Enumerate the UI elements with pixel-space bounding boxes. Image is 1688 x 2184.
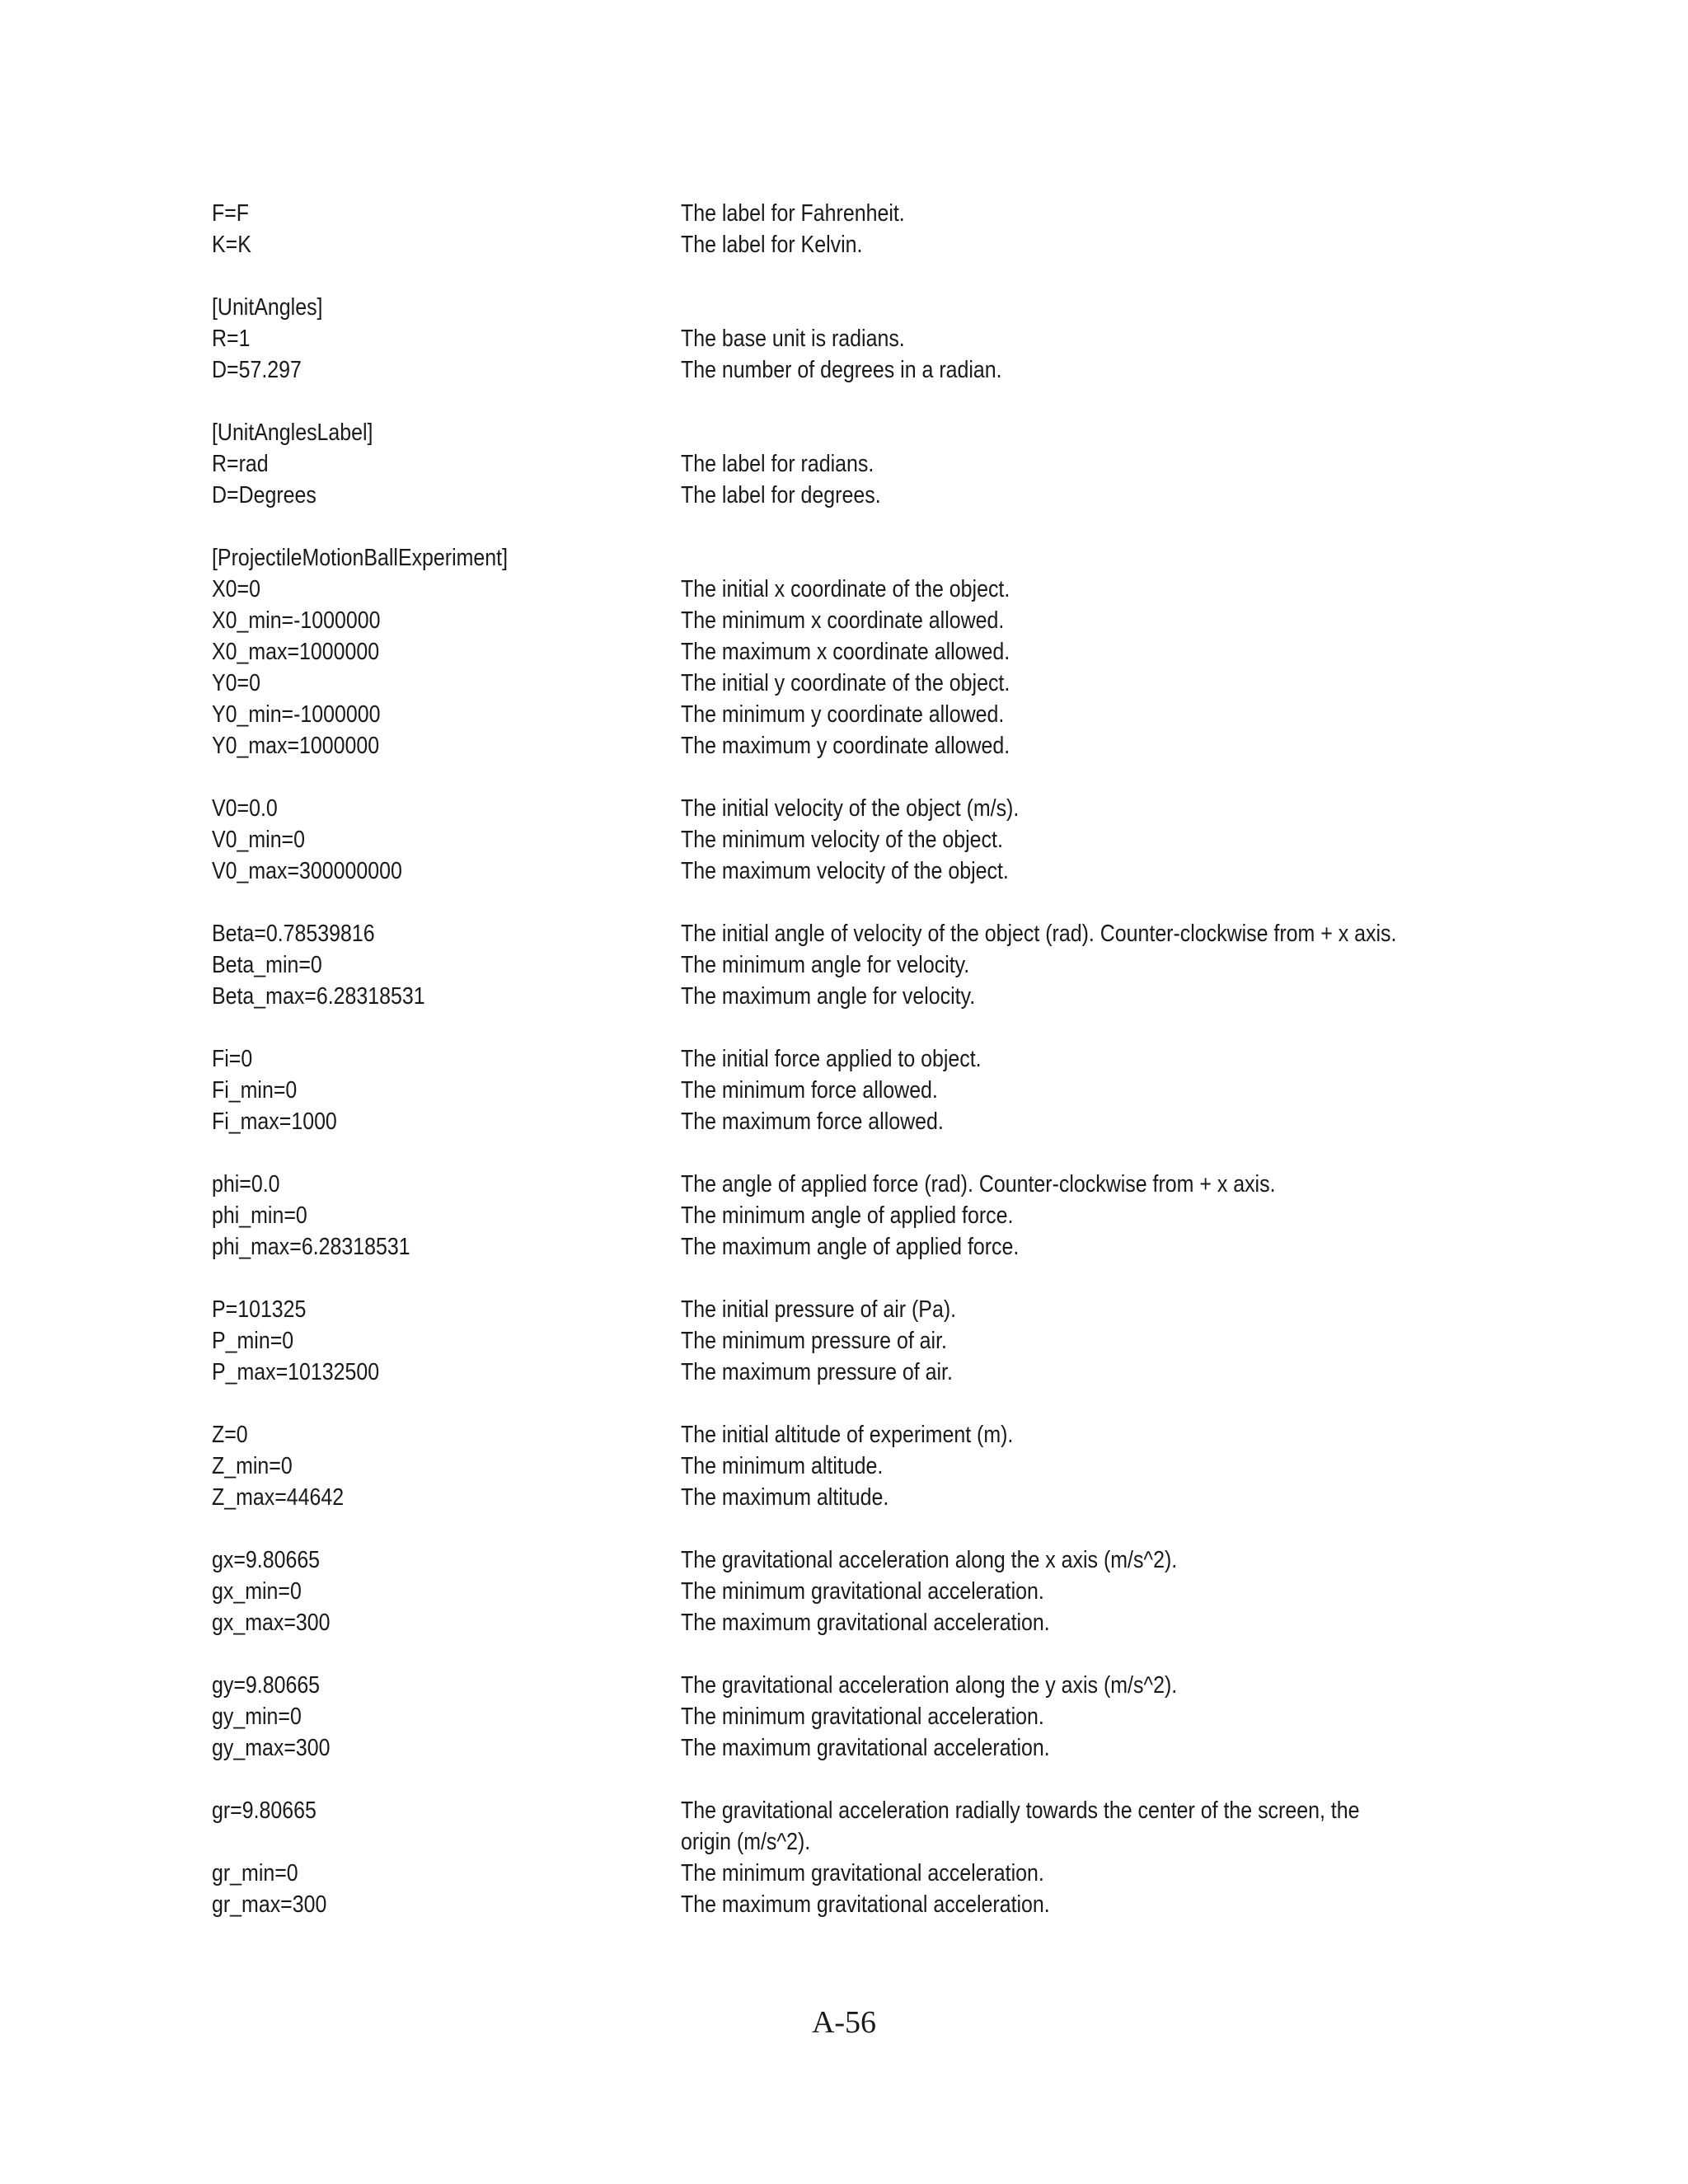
config-key: Fi=0 (212, 1046, 253, 1072)
config-key: gr_max=300 (212, 1891, 327, 1918)
config-description (681, 1451, 883, 1482)
config-key: gx_max=300 (212, 1610, 331, 1636)
description-line: The label for Kelvin. (681, 232, 863, 258)
config-description (681, 1701, 1044, 1732)
config-row (212, 1482, 1531, 1513)
config-row (212, 1889, 1531, 1920)
config-row (212, 574, 1531, 605)
blank-row (212, 1012, 1531, 1043)
config-row (212, 793, 1531, 824)
config-row (212, 636, 1531, 668)
config-row (212, 1732, 1531, 1764)
description-line: The gravitational acceleration along the y axis (m/s^2). (681, 1672, 1178, 1699)
description-line: The maximum gravitational acceleration. (681, 1735, 1050, 1761)
config-key: K=K (212, 232, 251, 258)
blank-row (212, 1764, 1531, 1795)
description-line: The initial x coordinate of the object. (681, 576, 1010, 602)
description-line: The maximum x coordinate allowed. (681, 639, 1010, 665)
description-line: The angle of applied force (rad). Counter-clockwise from + x axis. (681, 1171, 1276, 1197)
config-description (681, 1576, 1044, 1607)
description-line: The initial velocity of the object (m/s). (681, 795, 1020, 822)
description-line: The minimum gravitational acceleration. (681, 1860, 1044, 1886)
config-description (681, 1075, 938, 1106)
config-description (681, 855, 1009, 887)
config-row (212, 542, 1531, 574)
config-description (681, 1732, 1050, 1764)
config-description (681, 574, 1010, 605)
config-row (212, 855, 1531, 887)
description-line: The initial altitude of experiment (m). (681, 1422, 1014, 1448)
config-description (681, 1670, 1177, 1701)
description-line: The minimum pressure of air. (681, 1328, 947, 1354)
config-row (212, 480, 1531, 511)
config-description (681, 354, 1002, 386)
blank-row (212, 511, 1531, 542)
config-key: V0_min=0 (212, 827, 306, 853)
config-key: [ProjectileMotionBallExperiment] (212, 545, 509, 571)
config-row (212, 918, 1531, 949)
config-description (681, 730, 1010, 762)
blank-row (212, 887, 1531, 918)
config-key: Beta_max=6.28318531 (212, 983, 425, 1010)
config-key: P_min=0 (212, 1328, 294, 1354)
config-description (681, 668, 1010, 699)
config-description (681, 1043, 982, 1075)
description-line: The label for radians. (681, 451, 874, 477)
config-row (212, 229, 1531, 260)
config-key: X0_min=-1000000 (212, 607, 381, 634)
config-row (212, 1294, 1531, 1325)
config-key: gy_max=300 (212, 1735, 331, 1761)
description-line: The maximum angle for velocity. (681, 983, 976, 1010)
config-description (681, 918, 1396, 949)
description-line: The gravitational acceleration radially towards the center of the screen, the (681, 1797, 1360, 1824)
description-line: The maximum altitude. (681, 1484, 889, 1511)
config-description (681, 1294, 956, 1325)
config-row (212, 1858, 1531, 1889)
config-key: F=F (212, 200, 250, 227)
description-line: The maximum y coordinate allowed. (681, 733, 1010, 759)
blank-row (212, 260, 1531, 292)
description-line-continued: origin (m/s^2). (681, 1829, 811, 1855)
config-row (212, 417, 1531, 448)
config-key: X0=0 (212, 576, 260, 602)
config-key: D=Degrees (212, 482, 316, 509)
description-line: The maximum velocity of the object. (681, 858, 1009, 884)
config-key: P=101325 (212, 1296, 307, 1323)
blank-row (212, 1137, 1531, 1169)
config-key: Z_min=0 (212, 1453, 293, 1479)
description-line: The maximum angle of applied force. (681, 1234, 1020, 1260)
description-line: The initial y coordinate of the object. (681, 670, 1010, 696)
config-key: phi_min=0 (212, 1202, 307, 1229)
config-row (212, 1701, 1531, 1732)
blank-row (212, 1263, 1531, 1294)
config-key: P_max=10132500 (212, 1359, 380, 1385)
config-key: Y0_min=-1000000 (212, 701, 381, 728)
config-key: gr=9.80665 (212, 1797, 316, 1824)
blank-row (212, 386, 1531, 417)
description-line: The label for degrees. (681, 482, 881, 509)
config-row (212, 949, 1531, 981)
description-line: The minimum gravitational acceleration. (681, 1578, 1044, 1605)
config-key: Fi_max=1000 (212, 1108, 337, 1135)
config-description (681, 1482, 889, 1513)
config-row (212, 1357, 1531, 1388)
description-line: The base unit is radians. (681, 326, 905, 352)
config-description (681, 1607, 1050, 1638)
blank-row (212, 1638, 1531, 1670)
config-description (681, 1169, 1275, 1200)
config-key: phi_max=6.28318531 (212, 1234, 410, 1260)
config-key: Fi_min=0 (212, 1077, 298, 1104)
description-line: The minimum force allowed. (681, 1077, 938, 1104)
description-line: The minimum velocity of the object. (681, 827, 1003, 853)
config-row (212, 1419, 1531, 1451)
config-key: X0_max=1000000 (212, 639, 380, 665)
config-key: [UnitAngles] (212, 294, 323, 321)
config-key: Z_max=44642 (212, 1484, 345, 1511)
blank-row (212, 1388, 1531, 1419)
config-key: Beta_min=0 (212, 952, 322, 978)
config-key: D=57.297 (212, 357, 302, 383)
blank-row (212, 762, 1531, 793)
config-key: Y0=0 (212, 670, 260, 696)
config-description (681, 448, 874, 480)
config-key: Z=0 (212, 1422, 248, 1448)
config-description (681, 1795, 1359, 1858)
config-row (212, 1169, 1531, 1200)
config-row (212, 1670, 1531, 1701)
blank-row (212, 1513, 1531, 1544)
page-number: A-56 (811, 2005, 877, 2040)
description-line: The gravitational acceleration along the x axis (m/s^2). (681, 1547, 1178, 1573)
config-row (212, 1075, 1531, 1106)
description-line: The label for Fahrenheit. (681, 200, 905, 227)
config-description (681, 1889, 1050, 1920)
config-row (212, 1231, 1531, 1263)
config-row (212, 1043, 1531, 1075)
config-description (681, 699, 1004, 730)
config-description (681, 480, 881, 511)
config-description (681, 1419, 1013, 1451)
description-line: The maximum force allowed. (681, 1108, 944, 1135)
config-description (681, 1200, 1013, 1231)
config-row (212, 198, 1531, 229)
config-description (681, 949, 969, 981)
config-row (212, 730, 1531, 762)
config-row (212, 1200, 1531, 1231)
description-line: The minimum angle for velocity. (681, 952, 970, 978)
config-description (681, 1544, 1177, 1576)
config-row (212, 292, 1531, 323)
config-row (212, 1325, 1531, 1357)
config-row (212, 1451, 1531, 1482)
config-key: gx=9.80665 (212, 1547, 321, 1573)
config-key: V0=0.0 (212, 795, 278, 822)
config-row (212, 354, 1531, 386)
config-row (212, 1607, 1531, 1638)
config-description (681, 636, 1010, 668)
description-line: The minimum angle of applied force. (681, 1202, 1014, 1229)
config-row (212, 1106, 1531, 1137)
config-description (681, 229, 862, 260)
config-description (681, 323, 905, 354)
config-key: gr_min=0 (212, 1860, 298, 1886)
config-row (212, 1576, 1531, 1607)
config-description (681, 605, 1004, 636)
description-line: The number of degrees in a radian. (681, 357, 1002, 383)
config-description (681, 1357, 953, 1388)
config-key: gy_min=0 (212, 1704, 302, 1730)
config-row (212, 981, 1531, 1012)
config-description (681, 1858, 1044, 1889)
config-description (681, 1106, 944, 1137)
config-row (212, 1544, 1531, 1576)
description-line: The minimum x coordinate allowed. (681, 607, 1005, 634)
description-line: The minimum y coordinate allowed. (681, 701, 1005, 728)
config-row (212, 824, 1531, 855)
description-line: The initial pressure of air (Pa). (681, 1296, 957, 1323)
config-table (212, 198, 1531, 1920)
description-line: The minimum altitude. (681, 1453, 884, 1479)
config-key: gx_min=0 (212, 1578, 302, 1605)
config-key: V0_max=300000000 (212, 858, 402, 884)
description-line: The maximum pressure of air. (681, 1359, 953, 1385)
config-key: phi=0.0 (212, 1171, 280, 1197)
config-key: [UnitAnglesLabel] (212, 419, 373, 446)
description-line: The maximum gravitational acceleration. (681, 1891, 1050, 1918)
description-line: The initial angle of velocity of the object (rad). Counter-clockwise from + x axis. (681, 921, 1397, 947)
config-description (681, 198, 905, 229)
description-line: The minimum gravitational acceleration. (681, 1704, 1044, 1730)
config-row (212, 448, 1531, 480)
config-row (212, 1795, 1531, 1858)
config-description (681, 1325, 947, 1357)
config-key: Y0_max=1000000 (212, 733, 380, 759)
config-key: R=1 (212, 326, 251, 352)
config-description (681, 824, 1003, 855)
config-key: Beta=0.78539816 (212, 921, 375, 947)
config-row (212, 668, 1531, 699)
description-line: The maximum gravitational acceleration. (681, 1610, 1050, 1636)
config-row (212, 699, 1531, 730)
config-description (681, 1231, 1019, 1263)
config-row (212, 323, 1531, 354)
config-key: R=rad (212, 451, 269, 477)
description-line: The initial force applied to object. (681, 1046, 982, 1072)
config-key: gy=9.80665 (212, 1672, 321, 1699)
config-description (681, 793, 1019, 824)
config-row (212, 605, 1531, 636)
config-description (681, 981, 975, 1012)
